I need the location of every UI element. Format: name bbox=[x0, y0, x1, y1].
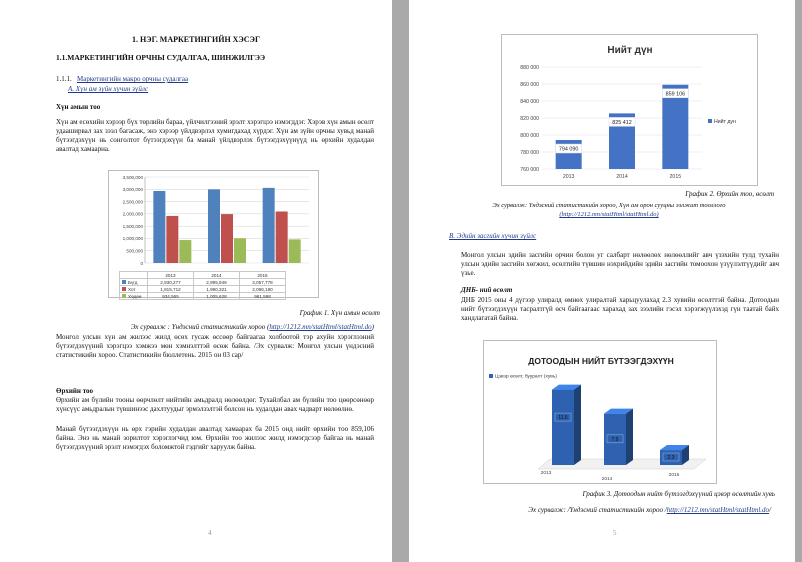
legend-label: Нийт дүн bbox=[714, 118, 736, 125]
table-series-label bbox=[120, 279, 148, 286]
y-tick-label: 500,000 bbox=[126, 248, 143, 254]
chart-title: ДОТООДЫН НИЙТ БҮТЭЭГДЭХҮҮН bbox=[528, 356, 674, 366]
bar-Хот-2015 bbox=[276, 211, 288, 263]
legend-label: Хөдөө bbox=[128, 293, 142, 299]
demographic-factors-heading: A. Хүн ам зүйн хүчин зүйлс bbox=[68, 85, 149, 93]
bar-Хөдөө-2013 bbox=[179, 240, 191, 263]
economic-factors-heading: B. Эдийн засгийн хүчин зүйлс bbox=[449, 232, 537, 240]
x-tick-label: 2015 bbox=[669, 174, 682, 180]
y-tick-label: 3,500,000 bbox=[122, 174, 143, 180]
legend-swatch bbox=[122, 294, 126, 298]
x-tick-label: 2014 bbox=[616, 174, 628, 180]
population-chart bbox=[108, 170, 319, 298]
x-tick-label: 2015 bbox=[668, 473, 680, 478]
target-households-paragraph: Манай бүтээгдэхүүн нь өрх гэрийн худалдан авалтад хамаарах ба 2015 онд нийт өрхийн тоо 859,106 байна. Энэ нь манай зорилтот хэрэглэгчид юм. Өрхийн тоо жилээс жилд нэмэгдсээр байгаа нь манай бүтээгдэхүүний эрэлт нэмэгдэх боломжтой гэдгийг харуулж байна. bbox=[56, 425, 374, 451]
y-tick-label: 0 bbox=[140, 260, 143, 266]
table-corner bbox=[120, 272, 148, 279]
economic-paragraph: Монгол улсын эдийн засгийн орчин болон уг салбарт нөлөөлөх нөлөөллийг авч үзэхийн тулд тухайн улсын эдийн засгийн хөгжил, өсөлтийн түвшин нэхрийдийн эдийн засгийн томоохон үзүүлэлтүүдийг авч үзье. bbox=[461, 251, 779, 277]
bar-2013 bbox=[552, 390, 574, 465]
bar-side-2013 bbox=[574, 385, 581, 465]
gdp-growth-heading: ДНБ- ний өсөлт bbox=[461, 286, 513, 294]
subsection-heading bbox=[56, 75, 188, 84]
y-tick-label: 820 000 bbox=[520, 116, 539, 122]
source-3-suffix: / bbox=[769, 506, 771, 514]
table-cell: 2,995,949 bbox=[194, 279, 240, 286]
legend-swatch bbox=[122, 287, 126, 291]
households-chart-plot bbox=[502, 35, 759, 187]
figure-2-source: Эх сурвалж: Үндэсний статистикийн хороо, Хүн ам орон сууцны ээлжит тооллого bbox=[492, 202, 726, 209]
households-paragraph: Өрхийн ам бүлийн тооны өөрчлөлт нийтийн амьдралд нөлөөлдөг. Тухайлбал ам бүлийн тоо цөөрсөнөөр хүнсүүс амьдралын түвшинээс дахлтуудыг эрмэлзэлтэй болсон нь худалдан авах чадварт нөлөөлнө. bbox=[56, 396, 374, 413]
table-category-header: 2015 bbox=[240, 272, 286, 279]
x-tick-label: 2013 bbox=[540, 471, 552, 476]
subsection-number: 1.1.1. bbox=[56, 75, 72, 83]
table-cell: 2,096,180 bbox=[240, 286, 286, 293]
y-tick-label: 3,000,000 bbox=[122, 187, 143, 193]
figure-3-source bbox=[409, 506, 771, 515]
subsection-title: Маркетингийн макро орчны судалгаа bbox=[77, 75, 189, 83]
y-tick-label: 1,000,000 bbox=[122, 236, 143, 242]
page-number-5: 5 bbox=[613, 529, 617, 537]
section-heading: 1.1.МАРКЕТИНГИЙН ОРЧНЫ СУДАЛГАА, ШИНЖИЛГЭЭ bbox=[56, 53, 266, 62]
gdp-paragraph: ДНБ 2015 оны 4 дүгээр улиралд өмнөх улиралтай харьцуулахад 2.3 хувийн өсөлттэй байна. Дотоодын нийт бүтээгдэхүүн тасралтгүй өсч байгаагаас харахад зах зээлийн гэсэл хэрэгжүүлэхэд гүн таатай байх хандлагатай байна. bbox=[461, 296, 779, 322]
legend-swatch bbox=[122, 280, 126, 284]
figure-2-source-link[interactable]: (http://1212.mn/statHtml/statHtml.do) bbox=[559, 211, 659, 218]
data-label: 11.6 bbox=[558, 415, 568, 422]
figure-1-caption: График 1. Хүн амын өсөлт bbox=[299, 309, 380, 317]
table-cell: 1,915,712 bbox=[148, 286, 194, 293]
households-heading: Өрхийн тоо bbox=[56, 387, 94, 395]
bar-Бүгд-2014 bbox=[208, 189, 220, 263]
gdp-chart-plot bbox=[484, 341, 718, 485]
table-category-header: 2013 bbox=[148, 272, 194, 279]
legend-swatch bbox=[708, 119, 712, 123]
chapter-heading: 1. НЭГ. МАРКЕТИНГИЙН ХЭСЭГ bbox=[131, 35, 261, 44]
x-tick-label: 2013 bbox=[562, 174, 575, 180]
y-tick-label: 2,000,000 bbox=[122, 211, 143, 217]
chart-title: Нийт дүн bbox=[607, 45, 653, 56]
data-label: 794 090 bbox=[558, 146, 579, 153]
source-1-prefix: Эх сурвалж : Үндэсний статистикийн хороо ( bbox=[130, 323, 270, 331]
table-series-label bbox=[120, 286, 148, 293]
data-label: 2.3 bbox=[667, 455, 675, 462]
table-cell: 961,598 bbox=[240, 293, 286, 300]
bar-Бүгд-2015 bbox=[263, 188, 275, 263]
y-tick-label: 1,500,000 bbox=[122, 223, 143, 229]
bar-Хот-2014 bbox=[221, 214, 233, 263]
document-page-5 bbox=[409, 0, 795, 562]
page-number-4: 4 bbox=[208, 529, 212, 537]
source-1-suffix: ) bbox=[371, 323, 374, 331]
table-cell: 1,990,321 bbox=[194, 286, 240, 293]
bar-Хот-2013 bbox=[166, 216, 178, 263]
legend-label: Цэвэр өсөлт, бууралт (хувь) bbox=[495, 374, 557, 380]
data-label: 7.9 bbox=[611, 436, 619, 443]
data-label: 825 412 bbox=[612, 119, 632, 126]
source-1-link[interactable]: http://1212.mn/statHtml/statHtml.do bbox=[269, 323, 372, 331]
figure-3-caption: График 3. Дотоодын нийт бүтээгдэхүүний цэвэр өсөлтийн хувь bbox=[582, 490, 775, 498]
table-series-label bbox=[120, 293, 148, 300]
table-cell: 1,005,628 bbox=[194, 293, 240, 300]
bar-Бүгд-2013 bbox=[153, 191, 165, 263]
y-tick-label: 860 000 bbox=[520, 82, 539, 88]
legend-label: Бүгд bbox=[128, 279, 138, 285]
households-chart bbox=[501, 34, 758, 186]
population-chart-plot bbox=[109, 171, 320, 267]
table-cell: 934,565 bbox=[148, 293, 194, 300]
population-data-table bbox=[119, 271, 286, 300]
data-label: 859 106 bbox=[665, 91, 686, 98]
y-tick-label: 780 000 bbox=[520, 150, 539, 156]
population-paragraph: Хүн ам есөхийн хэрээр бүх төрлийн бараа, үйлчилгээний эрэлт хэрэгцээ нэмэгддэг. Хэрэв хүн амын өсөлт удааширвал зах зээл багасаж, энэ хэрээр үйлдвэрлэл хумигдахад хүрдэг. Хүн ам зүйн орчны хувьд манай бүтээгдэхүүн нь сонголтот бүтээгдэхүүн ба манай үйлдвэрлэх бүтээгдэхүүнүүд нь өрхийн худалдан авалтад хамаарна. bbox=[56, 118, 374, 153]
y-tick-label: 760 000 bbox=[520, 167, 539, 173]
legend-swatch bbox=[489, 374, 493, 378]
figure-1-source bbox=[56, 323, 374, 332]
figure-2-caption: График 2. Өрхийн тоо, өсөлт bbox=[685, 190, 774, 198]
document-page-4 bbox=[0, 0, 392, 562]
x-tick-label: 2014 bbox=[601, 477, 613, 482]
source-3-prefix: Эх сурвалж: /Үндэсний статистикийн хороо / bbox=[528, 506, 667, 514]
table-category-header: 2014 bbox=[194, 272, 240, 279]
table-cell: 3,057,778 bbox=[240, 279, 286, 286]
bar-side-2014 bbox=[626, 409, 633, 465]
population-heading: Хүн амын тоо bbox=[56, 103, 101, 111]
bar-Хөдөө-2015 bbox=[289, 239, 301, 263]
bar-Хөдөө-2014 bbox=[234, 238, 246, 263]
gdp-chart bbox=[483, 340, 717, 484]
population-growth-paragraph: Монгол улсын хүн ам жилээс жилд өсөх гусаж өссөөр байгаагаа холбоотой тэр ахуйн хэрэглээний бүтээгдэхүүний хэрэгцээ хэмжээ мөн хэмнэлттэй өсөж байна. /Эх сурвалж: Монгол улсын үндэсний статистикийн хороо. Статистикийн бюллетень. 2015 он 03 сар/ bbox=[56, 333, 374, 359]
y-tick-label: 800 000 bbox=[520, 133, 539, 139]
y-tick-label: 840 000 bbox=[520, 99, 539, 105]
y-tick-label: 880 000 bbox=[520, 65, 539, 71]
table-cell: 2,930,277 bbox=[148, 279, 194, 286]
source-3-link[interactable]: http://1212.mn/statHtml/statHtml.do bbox=[666, 506, 770, 514]
legend-label: Хот bbox=[128, 286, 136, 292]
y-tick-label: 2,500,000 bbox=[122, 199, 143, 205]
